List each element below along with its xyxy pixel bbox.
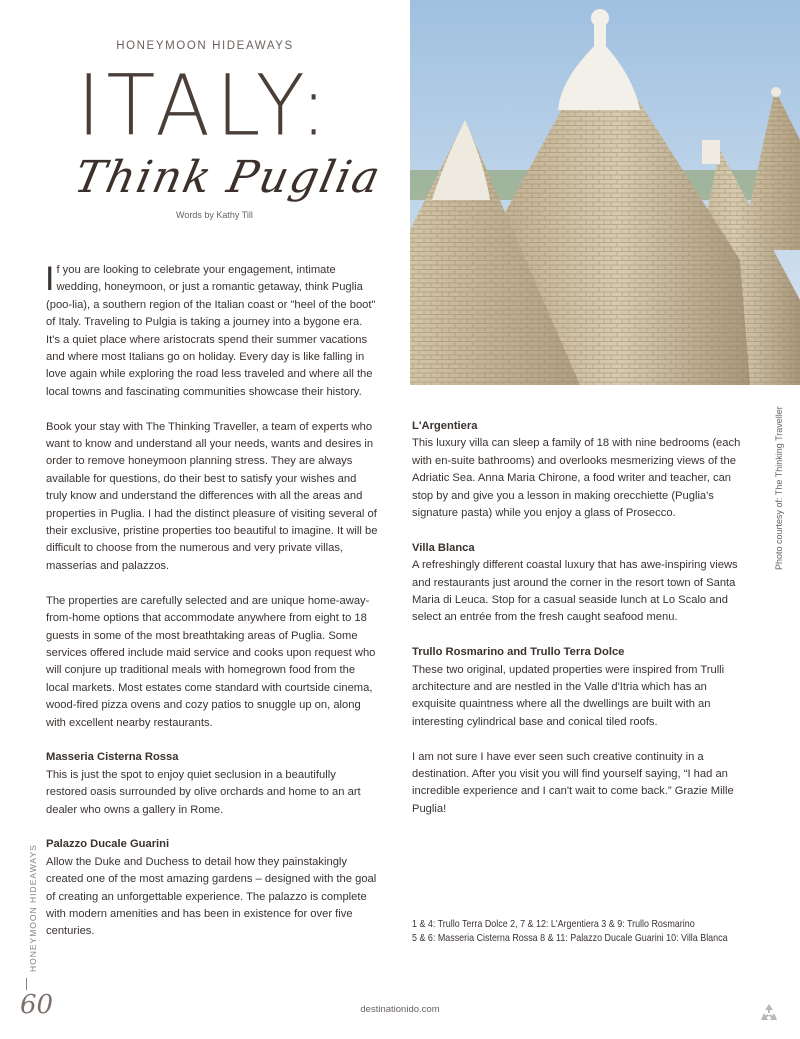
article-column-left [46, 262, 378, 958]
section-kicker: HONEYMOON HIDEAWAYS [116, 40, 294, 52]
article-column-right [412, 418, 750, 836]
section-text: This is just the spot to enjoy quiet seclusion in a beautifully restored oasis surrounded by olive orchards and home to an art dealer who owns a gallery in Rome. [46, 768, 361, 816]
side-section-label: HONEYMOON HIDEAWAYS [28, 844, 38, 972]
body-paragraph: The properties are carefully selected and are unique home-away-from-home options that accommodate anywhere from eight to 18 guests in some of the most breathtaking areas of Puglia. Some services offered include maid service and cooks upon request who will conjure up traditional meals with homegrown food from the local markets. Most estates come standard with courtside cinema, wood-fired pizza ovens and cozy patios to snuggle up on, along with excellent nearby restaurants. [46, 594, 376, 729]
section-heading: L'Argentiera [412, 420, 478, 432]
page-number: 60 [20, 990, 54, 1020]
page-subtitle: Think Puglia [70, 152, 387, 203]
section-heading: Palazzo Ducale Guarini [46, 838, 170, 851]
photo-captions [412, 918, 739, 946]
side-divider [26, 978, 27, 990]
closing-paragraph: I am not sure I have ever seen such creative continuity in a destination. After you visit you will find yourself saying, “I had an incredible experience and I can't wait to come back.” Grazie Mille Puglia! [412, 750, 734, 815]
trulli-illustration [410, 0, 800, 385]
section-text: These two original, updated properties were inspired from Trulli architecture and are nestled in the Valle d'Itria which has an exquisite quaintness where all the dwellings are built with an interesting cylindrical base and conical tiled roofs. [412, 663, 725, 728]
body-paragraph: Book your stay with The Thinking Traveller, a team of experts who want to know and understand all your needs, wants and desires in order to remove honeymoon planning stress. They are always available for questions, do their best to satisfy your wishes and truly know and understand the differences with all the areas and properties in Puglia. I had the distinct pleasure of visiting several of their exclusive, pristine properties too beautiful to imagine. It will be difficult to choose from the numerous and very private villas, masserias and palazzos. [46, 420, 378, 572]
section-heading: Villa Blanca [412, 541, 475, 554]
byline: Words by Kathy Till [176, 210, 253, 220]
recycle-icon [758, 1002, 780, 1024]
intro-paragraph [46, 262, 378, 401]
footer-url: destinationido.com [360, 1004, 440, 1015]
section-text: A refreshingly different coastal luxury that has awe-inspiring views and restaurants just around the corner in the resort town of Santa Maria di Leuca. Stop for a casual seaside lunch at Lo Scalo and select an entrée from the fresh caught seafood menu. [412, 559, 738, 624]
page-title: ITALY: [76, 56, 334, 155]
caption-line: 5 & 6: Masseria Cisterna Rossa 8 & 11: Palazzo Ducale Guarini 10: Villa Blanca [412, 933, 728, 944]
section-heading: Trullo Rosmarino and Trullo Terra Dolce [412, 646, 625, 659]
section-text: Allow the Duke and Duchess to detail how they painstakingly created one of the most amazing gardens – designed with the goal of creating an unforgettable experience. The palazzo is complete with modern amenities and has been in existence for over five centuries. [46, 855, 377, 938]
photo-credit: Photo courtesy of: The Thinking Traveller [774, 406, 784, 570]
drop-cap: I [45, 260, 55, 298]
section-text: This luxury villa can sleep a family of 18 with nine bedrooms (each with en-suite bathrooms) and overlooks mesmerizing views of the Adriatic Sea. Anna Maria Chirone, a food writer and teacher, can stop by and give you a lesson in making orecchiette (Puglia's signature pasta) while you enjoy a glass of Prosecco. [412, 437, 741, 520]
section-heading: Masseria Cisterna Rossa [46, 751, 179, 764]
trulli-photo [410, 0, 800, 385]
caption-line: 1 & 4: Trullo Terra Dolce 2, 7 & 12: L'Argentiera 3 & 9: Trullo Rosmarino [412, 919, 695, 930]
intro-text: f you are looking to celebrate your engagement, intimate wedding, honeymoon, or just a romantic getaway, think Puglia (poo-lia), a southern region of the Italian coast or "heel of the boot" of Italy. Traveling to Pulgia is taking a journey into a bygone era. It's a quiet place where aristocrats spend their summer vacations and where most Italians go on holiday. Every day is like falling in love again while exploring the road less traveled and where all the local towns and fascinating communities showcase their history. [46, 264, 376, 398]
